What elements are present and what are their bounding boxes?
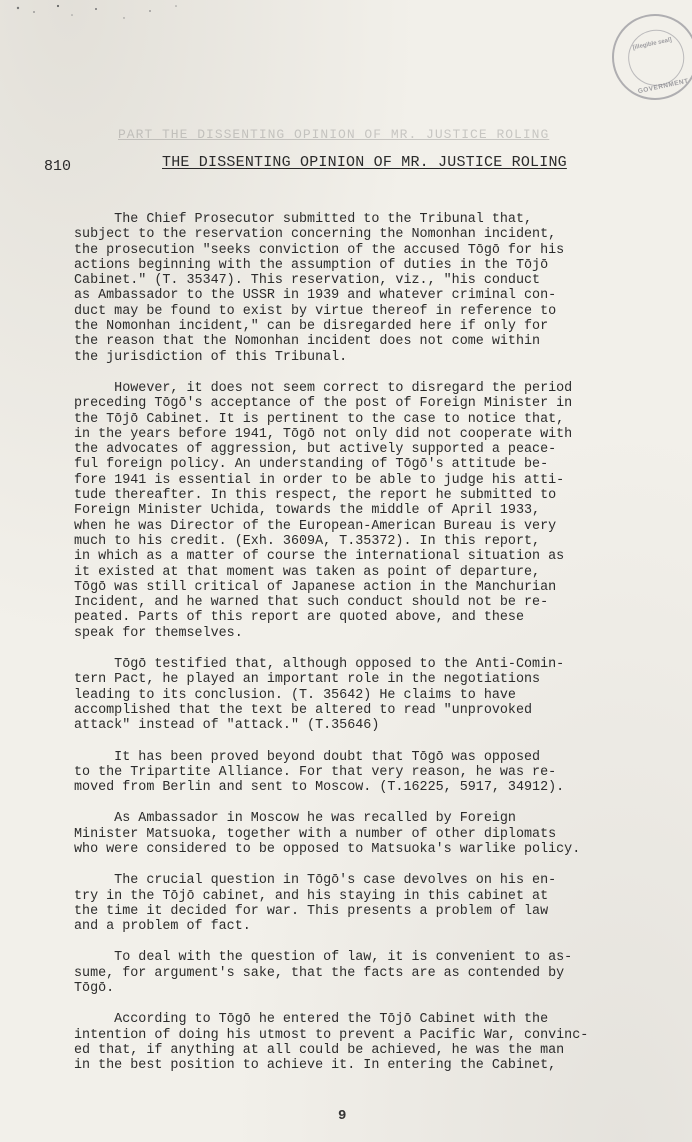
paragraph	[74, 950, 674, 996]
page-number: 810	[44, 158, 72, 175]
text-line: fore 1941 is essential in order to be able to judge his atti-	[74, 472, 565, 488]
text-line: It has been proved beyond doubt that Tōgō was opposed	[74, 749, 541, 765]
text-line: Incident, and he warned that such conduct should not be re-	[74, 595, 549, 611]
paragraph	[74, 750, 674, 796]
text-line: try in the Tōjō cabinet, and his staying in this cabinet at	[74, 888, 549, 904]
text-line: much to his credit. (Exh. 3609A, T.35372). In this report,	[74, 533, 541, 549]
paragraph	[74, 212, 674, 365]
text-line: when he was Director of the European-American Bureau is very	[74, 518, 557, 534]
text-line: intention of doing his utmost to prevent a Pacific War, convinc-	[74, 1027, 589, 1043]
text-line: in the years before 1941, Tōgō not only did not cooperate with	[74, 426, 573, 442]
text-line: Tōgō testified that, although opposed to the Anti-Comin-	[74, 657, 565, 673]
text-line: it existed at that moment was taken as point of departure,	[74, 564, 541, 580]
body-text	[74, 212, 674, 1090]
paragraph	[74, 811, 674, 857]
text-line: tude thereafter. In this respect, the report he submitted to	[74, 488, 557, 504]
page-title: THE DISSENTING OPINION OF MR. JUSTICE ROLING	[162, 154, 567, 171]
stamp-line-top: [illegible seal]	[632, 37, 673, 52]
stamp-line-bottom: GOVERNMENT	[637, 77, 690, 96]
footer-page-number: 9	[338, 1108, 347, 1124]
text-line: ed that, if anything at all could be achieved, he was the man	[74, 1042, 565, 1058]
text-line: peated. Parts of this report are quoted above, and these	[74, 610, 524, 626]
bleed-through-header: PART THE DISSENTING OPINION OF MR. JUSTICE ROLING	[118, 127, 550, 142]
text-line: Tōgō was still critical of Japanese action in the Manchurian	[74, 579, 557, 595]
text-line: in which as a matter of course the international situation as	[74, 549, 565, 565]
text-line: preceding Tōgō's acceptance of the post of Foreign Minister in	[74, 396, 573, 412]
text-line: actions beginning with the assumption of duties in the Tōjō	[74, 257, 549, 273]
text-line: as Ambassador to the USSR in 1939 and whatever criminal con-	[74, 288, 557, 304]
text-line: According to Tōgō he entered the Tōjō Cabinet with the	[74, 1012, 549, 1028]
text-line: Tōgō.	[74, 981, 115, 997]
text-line: However, it does not seem correct to disregard the period	[74, 380, 573, 396]
text-line: tern Pact, he played an important role in the negotiations	[74, 672, 541, 688]
text-line: who were considered to be opposed to Matsuoka's warlike policy.	[74, 841, 581, 857]
text-line: Minister Matsuoka, together with a number of other diplomats	[74, 826, 557, 842]
text-line: accomplished that the text be altered to read "unprovoked	[74, 702, 533, 718]
text-line: the prosecution "seeks conviction of the accused Tōgō for his	[74, 242, 565, 258]
text-line: As Ambassador in Moscow he was recalled by Foreign	[74, 811, 516, 827]
government-seal-stamp	[604, 6, 692, 108]
paragraph	[74, 873, 674, 934]
paper-specks	[0, 0, 200, 30]
paragraph	[74, 381, 674, 641]
text-line: the Nomonhan incident," can be disregarded here if only for	[74, 319, 549, 335]
text-line: the advocates of aggression, but actively supported a peace-	[74, 442, 557, 458]
text-line: and a problem of fact.	[74, 919, 251, 935]
text-line: speak for themselves.	[74, 625, 243, 641]
paragraph	[74, 1012, 674, 1073]
text-line: the jurisdiction of this Tribunal.	[74, 349, 348, 365]
text-line: to the Tripartite Alliance. For that very reason, he was re-	[74, 764, 557, 780]
text-line: subject to the reservation concerning the Nomonhan incident,	[74, 227, 557, 243]
text-line: leading to its conclusion. (T. 35642) He claims to have	[74, 687, 516, 703]
text-line: Cabinet." (T. 35347). This reservation, viz., "his conduct	[74, 273, 541, 289]
text-line: moved from Berlin and sent to Moscow. (T.16225, 5917, 34912).	[74, 780, 565, 796]
text-line: in the best position to achieve it. In entering the Cabinet,	[74, 1058, 557, 1074]
text-line: The crucial question in Tōgō's case devolves on his en-	[74, 873, 557, 889]
text-line: the Tōjō Cabinet. It is pertinent to the case to notice that,	[74, 411, 565, 427]
text-line: attack" instead of "attack." (T.35646)	[74, 718, 380, 734]
text-line: duct may be found to exist by virtue thereof in reference to	[74, 303, 557, 319]
paragraph	[74, 657, 674, 733]
text-line: sume, for argument's sake, that the facts are as contended by	[74, 965, 565, 981]
text-line: ful foreign policy. An understanding of Tōgō's attitude be-	[74, 457, 549, 473]
text-line: To deal with the question of law, it is convenient to as-	[74, 950, 573, 966]
text-line: Foreign Minister Uchida, towards the middle of April 1933,	[74, 503, 541, 519]
text-line: the time it decided for war. This presents a problem of law	[74, 903, 549, 919]
text-line: The Chief Prosecutor submitted to the Tribunal that,	[74, 212, 533, 227]
text-line: the reason that the Nomonhan incident does not come within	[74, 334, 541, 350]
